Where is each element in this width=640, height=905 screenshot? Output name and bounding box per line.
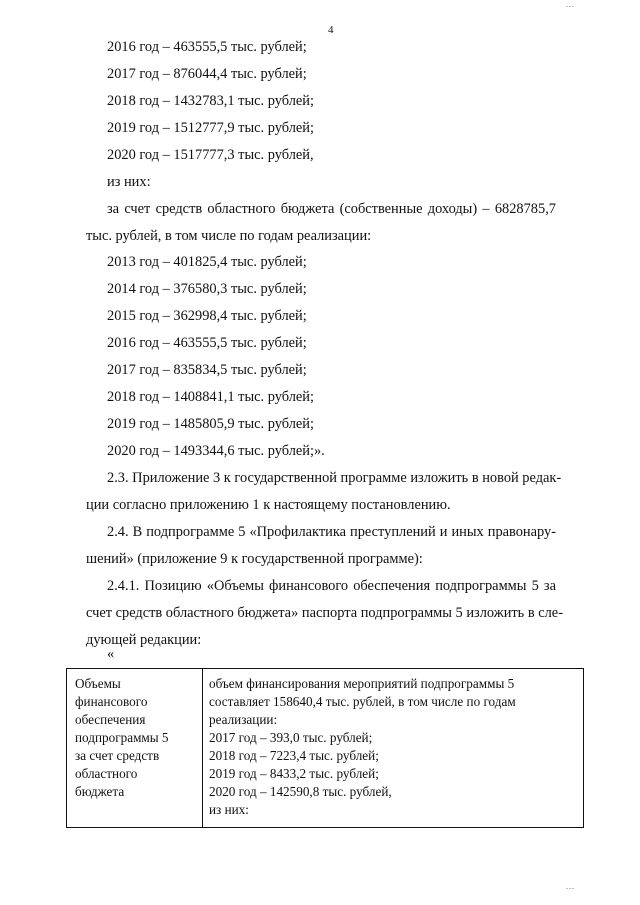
- regional-line-2016: 2016 год – 463555,5 тыс. рублей;: [107, 335, 307, 351]
- regional-line-2015: 2015 год – 362998,4 тыс. рублей;: [107, 308, 307, 324]
- opening-quote: «: [107, 646, 115, 662]
- table-left-line-3: обеспечения: [75, 712, 146, 727]
- table-right-line-5: 2018 год – 7223,4 тыс. рублей;: [209, 748, 379, 763]
- regional-budget-line2: тыс. рублей, в том числе по годам реализации:: [86, 228, 372, 244]
- item-2-4-line1: 2.4. В подпрограмме 5 «Профилактика преступлений и иных правонару-: [107, 524, 556, 540]
- table-right-line-4: 2017 год – 393,0 тыс. рублей;: [209, 730, 373, 745]
- item-2-4-1-line3: дующей редакции:: [86, 632, 202, 648]
- table-left-line-7: бюджета: [75, 784, 125, 799]
- item-2-3-line2: ции согласно приложению 1 к настоящему постановлению.: [86, 497, 451, 513]
- regional-line-2017: 2017 год – 835834,5 тыс. рублей;: [107, 362, 307, 378]
- table-right-line-7: 2020 год – 142590,8 тыс. рублей,: [209, 784, 392, 799]
- table-left-line-5: за счет средств: [75, 748, 160, 763]
- page-number: 4: [328, 24, 334, 36]
- funding-line-2020: 2020 год – 1517777,3 тыс. рублей,: [107, 147, 314, 163]
- regional-line-2019: 2019 год – 1485805,9 тыс. рублей;: [107, 416, 314, 432]
- funding-line-2018: 2018 год – 1432783,1 тыс. рублей;: [107, 93, 314, 109]
- of-which-label: из них:: [107, 174, 151, 190]
- table-column-divider: [202, 669, 203, 827]
- table-right-line-2: составляет 158640,4 тыс. рублей, в том числе по годам: [209, 694, 516, 709]
- funding-line-2016: 2016 год – 463555,5 тыс. рублей;: [107, 39, 307, 55]
- table-left-line-6: областного: [75, 766, 138, 781]
- scan-corner-mark-top: ...: [566, 0, 575, 9]
- regional-line-2020: 2020 год – 1493344,6 тыс. рублей;».: [107, 443, 325, 459]
- table-left-line-2: финансового: [75, 694, 148, 709]
- table-right-line-1: объем финансирования мероприятий подпрограммы 5: [209, 676, 515, 691]
- item-2-4-1-line2: счет средств областного бюджета» паспорта подпрограммы 5 изложить в сле-: [86, 605, 563, 621]
- regional-budget-line1: за счет средств областного бюджета (собственные доходы) – 6828785,7: [107, 201, 556, 217]
- scan-corner-mark-bottom: ...: [566, 882, 575, 891]
- table-right-line-6: 2019 год – 8433,2 тыс. рублей;: [209, 766, 379, 781]
- regional-line-2018: 2018 год – 1408841,1 тыс. рублей;: [107, 389, 314, 405]
- table-left-line-1: Объемы: [75, 676, 121, 691]
- item-2-4-1-line1: 2.4.1. Позицию «Объемы финансового обеспечения подпрограммы 5 за: [107, 578, 556, 594]
- funding-line-2017: 2017 год – 876044,4 тыс. рублей;: [107, 66, 307, 82]
- item-2-3-line1: 2.3. Приложение 3 к государственной программе изложить в новой редак-: [107, 470, 562, 486]
- item-2-4-line2: шений» (приложение 9 к государственной программе):: [86, 551, 423, 567]
- table-left-line-4: подпрограммы 5: [75, 730, 169, 745]
- table-right-line-3: реализации:: [209, 712, 278, 727]
- regional-line-2014: 2014 год – 376580,3 тыс. рублей;: [107, 281, 307, 297]
- funding-line-2019: 2019 год – 1512777,9 тыс. рублей;: [107, 120, 314, 136]
- table-right-line-8: из них:: [209, 802, 249, 817]
- funding-table: [66, 668, 584, 828]
- regional-line-2013: 2013 год – 401825,4 тыс. рублей;: [107, 254, 307, 270]
